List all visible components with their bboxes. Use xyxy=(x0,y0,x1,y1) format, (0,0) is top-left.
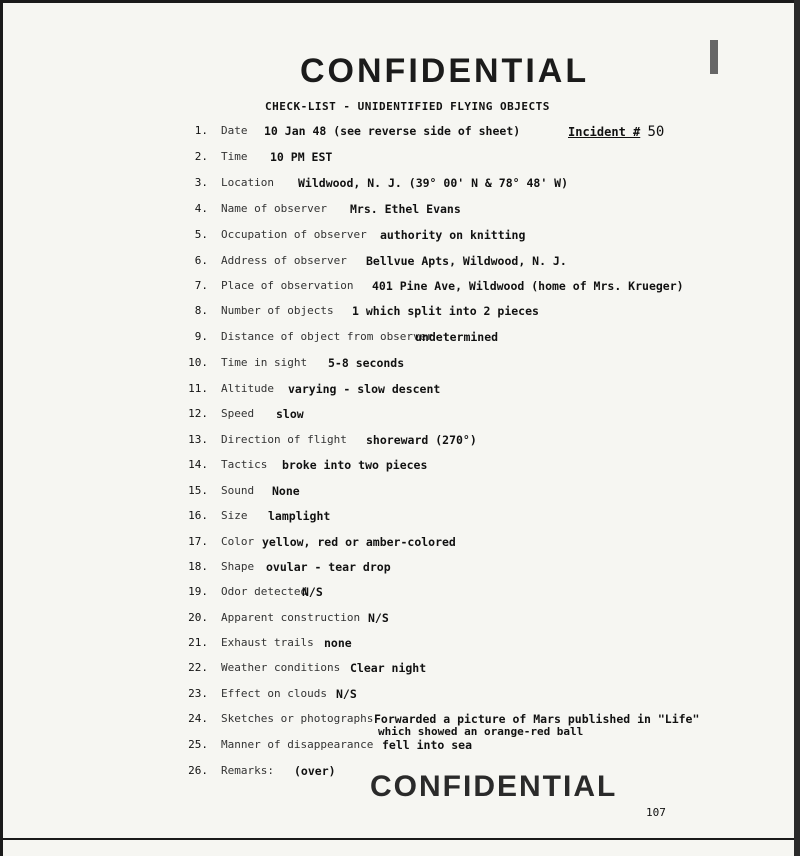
item-label: Effect on clouds xyxy=(221,687,327,700)
item-number: 19. xyxy=(188,585,208,598)
item-value: 1 which split into 2 pieces xyxy=(352,304,539,318)
item-label: Address of observer xyxy=(221,254,347,267)
checklist-item xyxy=(0,228,800,252)
checklist-item xyxy=(0,150,800,174)
checklist-item xyxy=(0,484,800,508)
checklist-item xyxy=(0,585,800,609)
item-label: Weather conditions xyxy=(221,661,341,674)
incident-number: 50 xyxy=(647,124,665,140)
checklist-item xyxy=(0,636,800,660)
item-number: 12. xyxy=(188,407,208,420)
item-value: broke into two pieces xyxy=(282,458,428,472)
page-title: CHECK-LIST - UNIDENTIFIED FLYING OBJECTS xyxy=(265,100,550,113)
item-label: Tactics xyxy=(221,458,268,471)
item-number: 4. xyxy=(194,202,208,215)
item-number: 23. xyxy=(188,687,208,700)
item-value: none xyxy=(324,636,352,650)
item-number: 2. xyxy=(194,150,208,163)
checklist-item xyxy=(0,509,800,533)
item-label: Manner of disappearance xyxy=(221,738,374,751)
item-label: Sound xyxy=(221,484,255,497)
item-number: 6. xyxy=(194,254,208,267)
item-value: N/S xyxy=(302,585,323,599)
item-number: 8. xyxy=(194,304,208,317)
item-number: 14. xyxy=(188,458,208,471)
item-value: authority on knitting xyxy=(380,228,526,242)
item-label: Distance of object from observer xyxy=(221,330,433,343)
item-number: 18. xyxy=(188,560,208,573)
item-value: ovular - tear drop xyxy=(266,560,391,574)
item-number: 7. xyxy=(194,279,208,292)
checklist-item xyxy=(0,176,800,200)
confidential-stamp-bottom: CONFIDENTIAL xyxy=(370,770,618,803)
checklist-item xyxy=(0,433,800,457)
top-border xyxy=(0,0,800,3)
item-value: 401 Pine Ave, Wildwood (home of Mrs. Krueger) xyxy=(372,279,684,293)
item-value: Mrs. Ethel Evans xyxy=(350,202,461,216)
checklist-item xyxy=(0,407,800,431)
item-label: Remarks: xyxy=(221,764,274,777)
item-value: 5-8 seconds xyxy=(328,356,405,370)
item-number: 20. xyxy=(188,611,208,624)
checklist-item xyxy=(0,611,800,635)
checklist-item xyxy=(0,124,800,148)
item-label: Sketches or photographs xyxy=(221,712,374,725)
item-value: (over) xyxy=(294,764,336,778)
item-label: Occupation of observer xyxy=(221,228,367,241)
item-label: Time in sight xyxy=(221,356,308,369)
item-label: Time xyxy=(221,150,248,163)
item-value: 10 PM EST xyxy=(270,150,333,164)
item-label: Speed xyxy=(221,407,255,420)
checklist-item xyxy=(0,560,800,584)
item-number: 25. xyxy=(188,738,208,751)
checklist-item xyxy=(0,687,800,711)
confidential-stamp-top: CONFIDENTIAL xyxy=(300,52,590,90)
item-label: Direction of flight xyxy=(221,433,347,446)
item-value: varying - slow descent xyxy=(288,382,441,396)
checklist-item xyxy=(0,202,800,226)
item-label: Apparent construction xyxy=(221,611,361,624)
item-value: Wildwood, N. J. (39° 00' N & 78° 48' W) xyxy=(298,176,569,190)
item-number: 17. xyxy=(188,535,208,548)
item-number: 10. xyxy=(188,356,208,369)
bottom-border xyxy=(0,838,800,840)
item-value: 10 Jan 48 (see reverse side of sheet) xyxy=(264,124,521,138)
checklist-item xyxy=(0,661,800,685)
item-number: 9. xyxy=(194,330,208,343)
item-label: Name of observer xyxy=(221,202,327,215)
item-label: Shape xyxy=(221,560,255,573)
item-label: Color xyxy=(221,535,255,548)
checklist-item xyxy=(0,279,800,303)
item-label: Odor detected xyxy=(221,585,308,598)
item-label: Number of objects xyxy=(221,304,334,317)
item-value: Clear night xyxy=(350,661,427,675)
checklist-item xyxy=(0,356,800,380)
item-label: Altitude xyxy=(221,382,274,395)
item-label: Exhaust trails xyxy=(221,636,314,649)
item-label: Size xyxy=(221,509,248,522)
checklist-item xyxy=(0,254,800,278)
checklist-item xyxy=(0,535,800,559)
checklist-item xyxy=(0,712,800,736)
checklist-item xyxy=(0,738,800,762)
checklist-item xyxy=(0,330,800,354)
item-value: yellow, red or amber-colored xyxy=(262,535,456,549)
checklist-item xyxy=(0,382,800,406)
item-value: N/S xyxy=(336,687,357,701)
item-number: 22. xyxy=(188,661,208,674)
item-number: 13. xyxy=(188,433,208,446)
item-value: None xyxy=(272,484,300,498)
checklist-item xyxy=(0,304,800,328)
item-value: lamplight xyxy=(268,509,331,523)
item-label: Place of observation xyxy=(221,279,354,292)
item-value: fell into sea xyxy=(382,738,473,752)
item-number: 26. xyxy=(188,764,208,777)
item-number: 21. xyxy=(188,636,208,649)
item-value: Forwarded a picture of Mars published in "Life" xyxy=(374,712,700,726)
item-value-continued: which showed an orange-red ball xyxy=(378,725,584,738)
checklist-item xyxy=(0,458,800,482)
item-value: slow xyxy=(276,407,304,421)
item-number: 11. xyxy=(188,382,208,395)
item-number: 15. xyxy=(188,484,208,497)
item-value: Bellvue Apts, Wildwood, N. J. xyxy=(366,254,567,268)
item-number: 5. xyxy=(194,228,208,241)
item-number: 3. xyxy=(194,176,208,189)
page-number: 107 xyxy=(646,806,666,819)
item-value: N/S xyxy=(368,611,389,625)
item-value: undetermined xyxy=(415,330,499,344)
right-edge-mark xyxy=(710,40,718,74)
item-label: Location xyxy=(221,176,274,189)
item-label: Date xyxy=(221,124,248,137)
item-number: 16. xyxy=(188,509,208,522)
item-value: shoreward (270°) xyxy=(366,433,477,447)
item-number: 1. xyxy=(194,124,208,137)
incident-label: Incident # xyxy=(568,125,641,139)
item-number: 24. xyxy=(188,712,208,725)
